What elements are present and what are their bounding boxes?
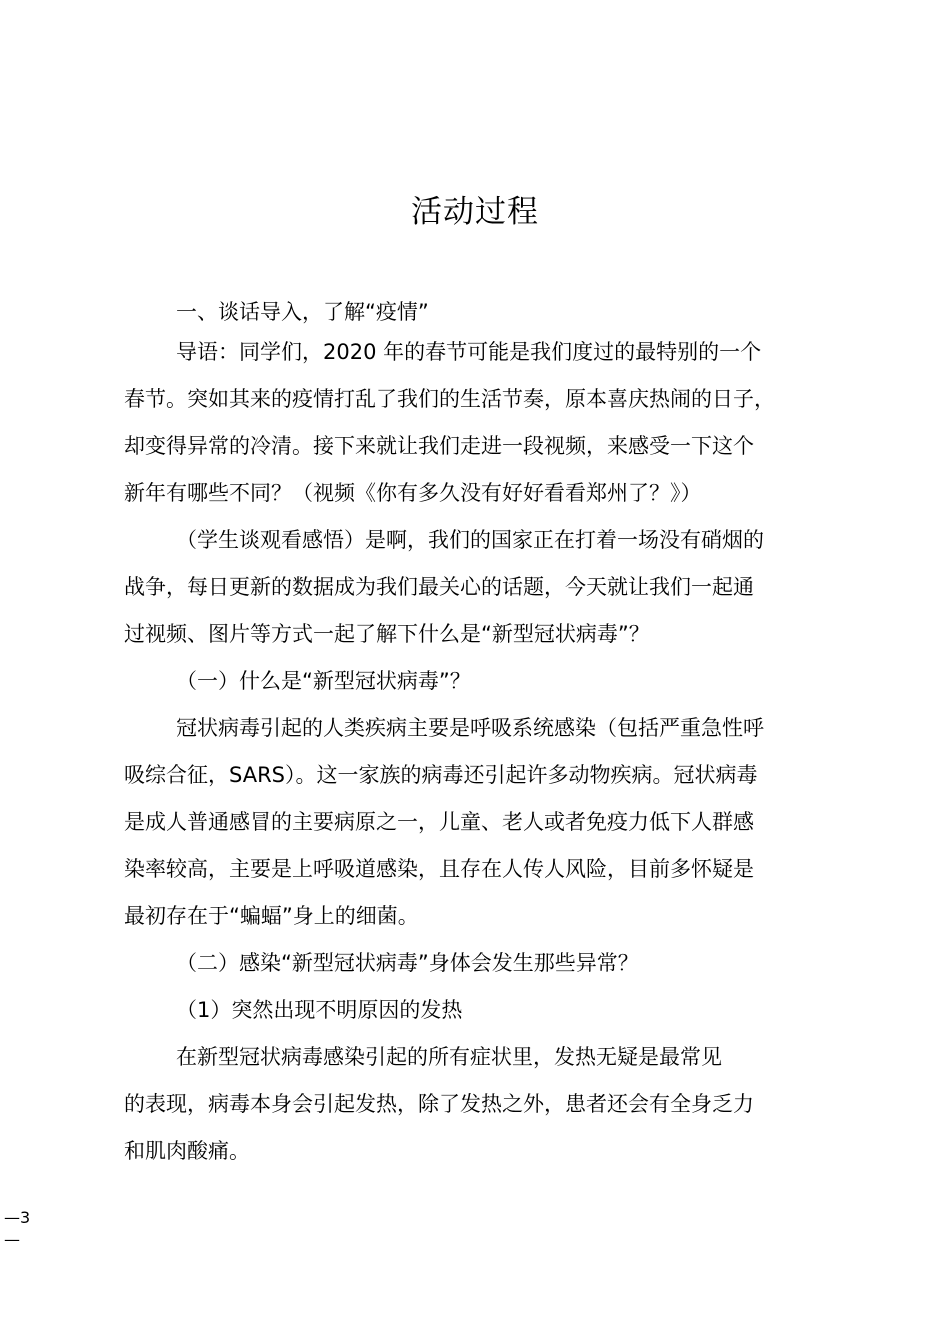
list-item-heading: （1）突然出现不明原因的发热: [176, 998, 463, 1022]
paragraph-line: 战争，每日更新的数据成为我们最关心的话题，今天就让我们一起通: [124, 575, 754, 599]
paragraph-line: 新年有哪些不同？（视频《你有多久没有好好看看郑州了？》）: [124, 481, 702, 505]
subsection-heading-2: （二）感染“新型冠状病毒”身体会发生那些异常？: [176, 951, 639, 975]
page-number-dash: —: [4, 1230, 20, 1249]
paragraph-line: 染率较高，主要是上呼吸道感染，且存在人传人风险，目前多怀疑是: [124, 857, 754, 881]
page-title: 活动过程: [411, 194, 539, 230]
paragraph-line: 吸综合征，SARS）。这一家族的病毒还引起许多动物疾病。冠状病毒: [124, 763, 758, 787]
paragraph-line: 导语：同学们，2020 年的春节可能是我们度过的最特别的一个: [176, 340, 762, 364]
paragraph-line: 却变得异常的冷清。接下来就让我们走进一段视频，来感受一下这个: [124, 434, 754, 458]
page-number: —3: [4, 1208, 31, 1227]
paragraph-line: 在新型冠状病毒感染引起的所有症状里，发热无疑是最常见: [176, 1045, 722, 1069]
paragraph-line: 是成人普通感冒的主要病原之一，儿童、老人或者免疫力低下人群感: [124, 810, 754, 834]
paragraph-line: 过视频、图片等方式一起了解下什么是“新型冠状病毒”？: [124, 622, 650, 646]
subsection-heading-1: （一）什么是“新型冠状病毒”？: [176, 669, 471, 693]
paragraph-line: （学生谈观看感悟）是啊，我们的国家正在打着一场没有硝烟的: [176, 528, 764, 552]
section-heading-1: 一、谈话导入，了解“疫情”: [176, 300, 429, 324]
paragraph-line: 最初存在于“蝙蝠”身上的细菌。: [124, 904, 419, 928]
paragraph-line: 冠状病毒引起的人类疾病主要是呼吸系统感染（包括严重急性呼: [176, 716, 764, 740]
paragraph-line: 的表现，病毒本身会引起发热，除了发热之外，患者还会有全身乏力: [124, 1092, 754, 1116]
paragraph-line: 春节。突如其来的疫情打乱了我们的生活节奏，原本喜庆热闹的日子，: [124, 387, 775, 411]
paragraph-line: 和肌肉酸痛。: [124, 1139, 250, 1163]
